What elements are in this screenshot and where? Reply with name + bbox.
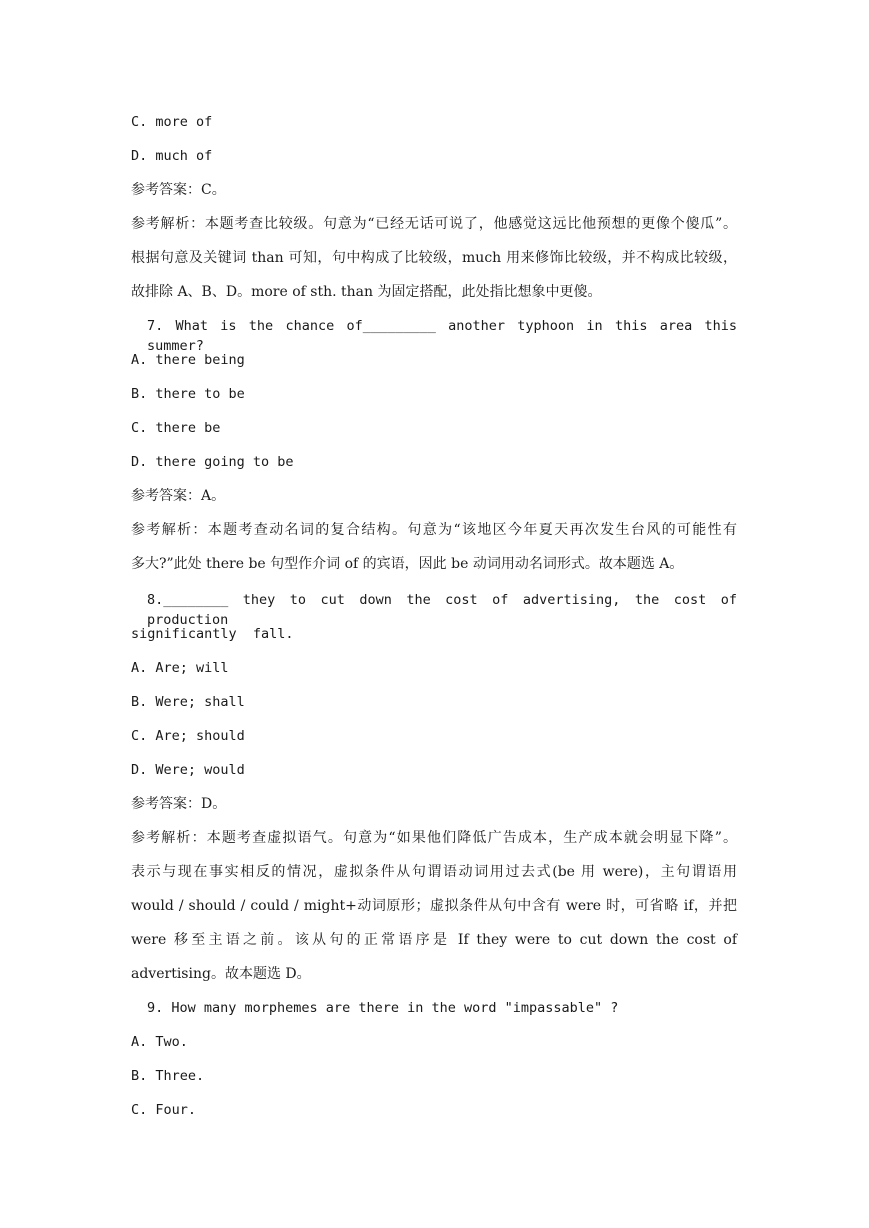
explanation-q8-line5: advertising。故本题选 D。 [131,966,311,982]
explanation-q8-line2: 表示与现在事实相反的情况，虚拟条件从句谓语动词用过去式(be 用 were)，主句谓语用 [131,864,737,880]
explanation-q6-line2: 根据句意及关键词 than 可知，句中构成了比较级，much 用来修饰比较级，并不构成比较级， [131,250,737,266]
explanation-q6-line1: 参考解析：本题考查比较级。句意为“已经无话可说了，他感觉这远比他预想的更像个傻瓜”。 [131,216,737,232]
option-a-q7: A. there being [131,352,245,368]
option-b-q9: B. Three. [131,1068,205,1084]
answer-q6: 参考答案：C。 [131,182,226,198]
explanation-q8-line3: would / should / could / might+动词原形；虚拟条件从句中含有 were 时，可省略 if，并把 [131,898,737,914]
option-b-q7: B. there to be [131,386,245,402]
option-d-q8: D. Were; would [131,762,245,778]
explanation-q7-line1: 参考解析：本题考查动名词的复合结构。句意为“该地区今年夏天再次发生台风的可能性有 [131,522,737,538]
option-d-q6: D. much of [131,148,213,164]
option-a-q9: A. Two. [131,1034,188,1050]
explanation-q8-line1: 参考解析：本题考查虚拟语气。句意为“如果他们降低广告成本，生产成本就会明显下降”。 [131,830,737,846]
explanation-q6-line3: 故排除 A、B、D。more of sth. than 为固定搭配，此处指比想象中更傻。 [131,284,602,300]
option-b-q8: B. Were; shall [131,694,245,710]
option-d-q7: D. there going to be [131,454,294,470]
explanation-q8-line4: were 移至主语之前。该从句的正常语序是 If they were to cut down the cost of [131,932,737,948]
option-c-q6: C. more of [131,114,213,130]
answer-q8: 参考答案：D。 [131,796,227,812]
option-c-q9: C. Four. [131,1102,197,1118]
answer-q7: 参考答案：A。 [131,488,226,504]
option-a-q8: A. Are; will [131,660,229,676]
question-7: 7. What is the chance of_________ another typhoon in this area this summer? [147,318,737,354]
explanation-q7-line2: 多大?”此处 there be 句型作介词 of 的宾语，因此 be 动词用动名词形式。故本题选 A。 [131,556,684,572]
question-8-line1: 8.________ they to cut down the cost of advertising, the cost of production [147,592,737,628]
option-c-q7: C. there be [131,420,221,436]
option-c-q8: C. Are; should [131,728,245,744]
question-9: 9. How many morphemes are there in the word "impassable" ? [147,1000,619,1016]
question-8-line2: significantly fall. [131,626,294,642]
